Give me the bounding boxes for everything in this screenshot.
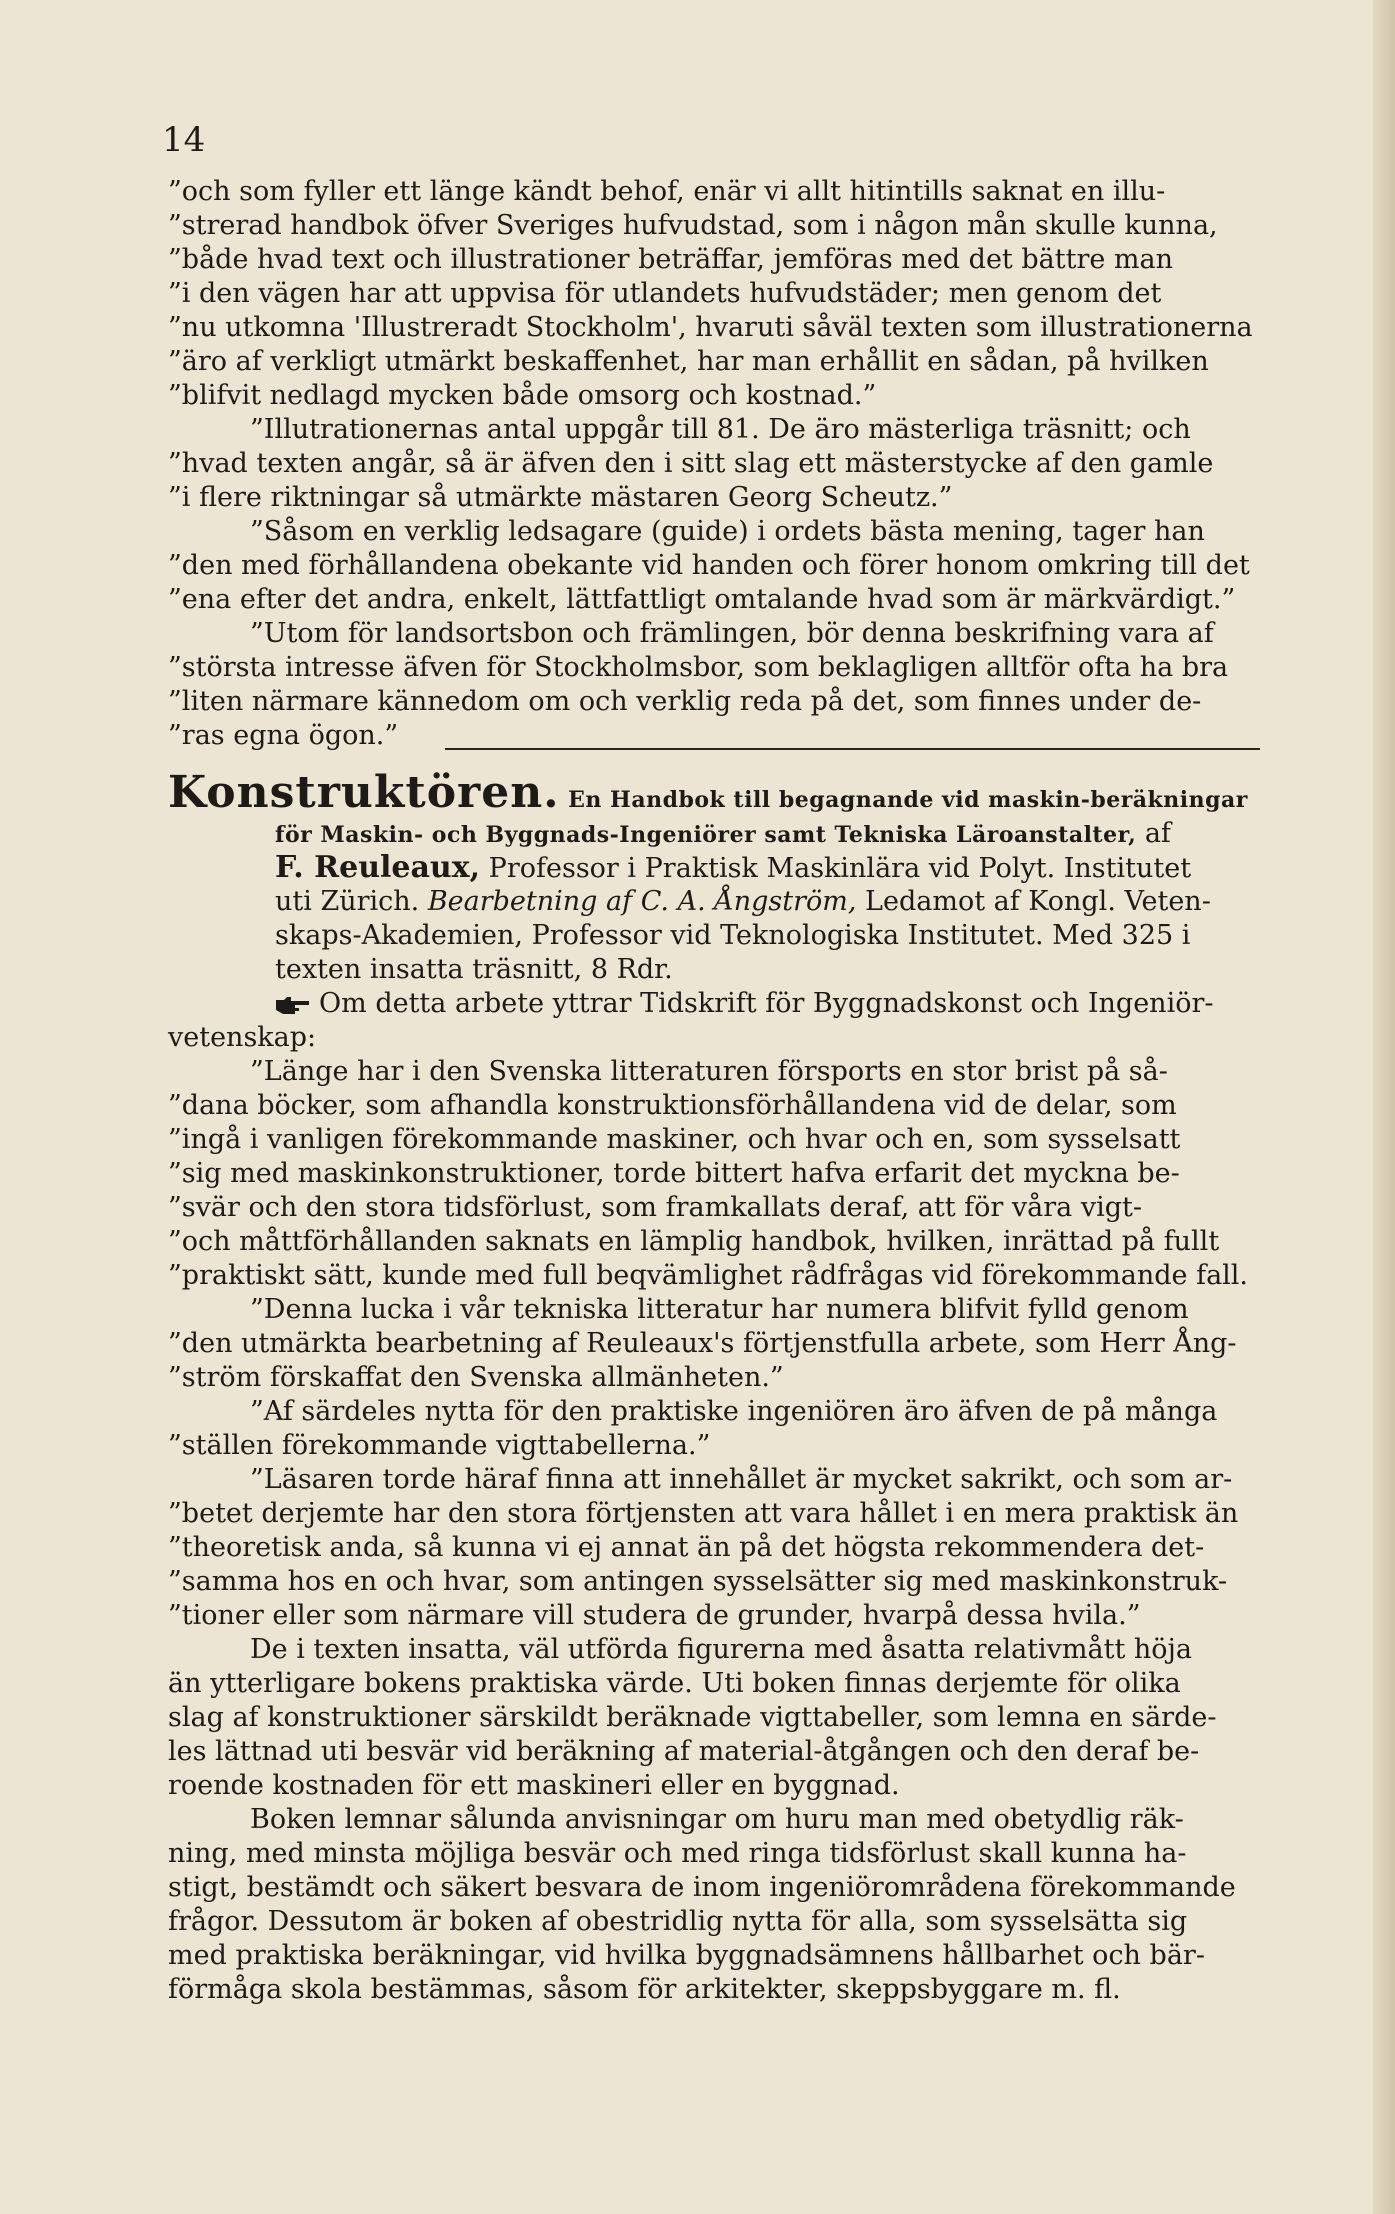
quote-line: ”i den vägen har att uppvisa för utlandets hufvudstäder; men genom det <box>168 278 1162 309</box>
ad-line: F. Reuleaux, Professor i Praktisk Maskinlära vid Polyt. Institutet <box>275 850 1192 885</box>
review-line: ”betet derjemte har den stora förtjensten att vara hållet i en mera praktisk än <box>168 1498 1239 1529</box>
quote-line: ”ras egna ögon.” <box>168 720 399 751</box>
body-line: les lättnad uti besvär vid beräkning af material-åtgången och den deraf be- <box>168 1736 1200 1767</box>
body-line: roende kostnaden för ett maskineri eller en byggnad. <box>168 1770 900 1801</box>
review-line: ”samma hos en och hvar, som antingen sysselsätter sig med maskinkonstruk- <box>168 1566 1228 1597</box>
review-line: ”Läsaren torde häraf finna att innehållet är mycket sakrikt, och som ar- <box>250 1464 1233 1495</box>
review-intro: vetenskap: <box>168 1022 317 1053</box>
body-line: stigt, bestämdt och säkert besvara de inom ingeniörområdena förekommande <box>168 1872 1236 1903</box>
review-line: ”Denna lucka i vår tekniska litteratur har numera blifvit fylld genom <box>250 1294 1189 1325</box>
ad-subtitle: En Handbok till begagnande vid maskin-beräkningar <box>568 787 1248 813</box>
quote-line: ”Såsom en verklig ledsagare (guide) i ordets bästa mening, tager han <box>250 516 1205 547</box>
review-line: ”ställen förekommande vigttabellerna.” <box>168 1430 711 1461</box>
ad-price-line: texten insatta träsnitt, 8 Rdr. <box>275 954 673 985</box>
ad-title: Konstruktören. <box>168 767 560 818</box>
body-line: ning, med minsta möjliga besvär och med ringa tidsförlust skall kunna ha- <box>168 1838 1187 1869</box>
ad-audience: för Maskin- och Byggnads-Ingeniörer samt Tekniska Läroanstalter, <box>275 822 1137 848</box>
review-line: ”praktiskt sätt, kunde med full beqvämlighet rådfrågas vid förekommande fall. <box>168 1260 1249 1291</box>
review-line: ”tioner eller som närmare vill studera de grunder, hvarpå dessa hvila.” <box>168 1600 1141 1631</box>
pointing-hand-icon <box>275 995 311 1015</box>
quote-line: ”äro af verkligt utmärkt beskaffenhet, har man erhållit en sådan, på hvilken <box>168 346 1209 377</box>
review-line: ”svär och den stora tidsförlust, som framkallats deraf, att för våra vigt- <box>168 1192 1142 1223</box>
ad-line: för Maskin- och Byggnads-Ingeniörer samt Tekniska Läroanstalter, af <box>275 818 1171 849</box>
quote-line: ”och som fyller ett länge kändt behof, enär vi allt hitintills saknat en illu- <box>168 176 1166 207</box>
review-line: ”ström förskaffat den Svenska allmänheten.” <box>168 1362 784 1393</box>
quote-line: ”blifvit nedlagd mycken både omsorg och kostnad.” <box>168 380 877 411</box>
review-line: ”sig med maskinkonstruktioner, torde bittert hafva erfarit det myckna be- <box>168 1158 1180 1189</box>
ad-line: uti Zürich. Bearbetning af C. A. Ångström, Ledamot af Kongl. Veten- <box>275 886 1211 917</box>
body-line: förmåga skola bestämmas, såsom för arkitekter, skeppsbyggare m. fl. <box>168 1974 1121 2005</box>
quote-line: ”nu utkomna 'Illustreradt Stockholm', hvaruti såväl texten som illustrationerna <box>168 312 1253 343</box>
body-line: slag af konstruktioner särskildt beräknade vigttabeller, som lemna en särde- <box>168 1702 1217 1733</box>
quote-line: ”Utom för landsortsbon och främlingen, bör denna beskrifning vara af <box>250 618 1214 649</box>
section-divider <box>445 748 1260 750</box>
author-initial: F. <box>275 850 315 885</box>
review-line: ”Af särdeles nytta för den praktiske ingeniören äro äfven de på många <box>250 1396 1218 1427</box>
page-edge <box>1373 0 1395 2214</box>
body-line: med praktiska beräkningar, vid hvilka byggnadsämnens hållbarhet och bär- <box>168 1940 1205 1971</box>
review-line: ”den utmärkta bearbetning af Reuleaux's förtjenstfulla arbete, som Herr Ång- <box>168 1328 1237 1359</box>
quote-line: ”både hvad text och illustrationer beträffar, jemföras med det bättre man <box>168 244 1173 275</box>
quote-line: ”största intresse äfven för Stockholmsbor, som beklagligen alltför ofta ha bra <box>168 652 1229 683</box>
quote-line: ”Illutrationernas antal uppgår till 81. De äro mästerliga träsnitt; och <box>250 414 1191 445</box>
review-line: ”Länge har i den Svenska litteraturen försports en stor brist på så- <box>250 1056 1168 1087</box>
quote-line: ”ena efter det andra, enkelt, lättfattligt omtalande hvad som är märkvärdigt.” <box>168 584 1236 615</box>
ad-line: skaps-Akademien, Professor vid Teknologiska Institutet. Med 325 i <box>275 920 1191 951</box>
review-line: ”ingå i vanligen förekommande maskiner, och hvar och en, som sysselsatt <box>168 1124 1181 1155</box>
page-number: 14 <box>162 120 206 160</box>
ad-heading-line <box>168 768 1268 825</box>
quote-line: ”liten närmare kännedom om och verklig reda på det, som finnes under de- <box>168 686 1202 717</box>
review-line: ”theoretisk anda, så kunna vi ej annat än på det högsta rekommendera det- <box>168 1532 1205 1563</box>
quote-line: ”i flere riktningar så utmärkte mästaren Georg Scheutz.” <box>168 482 953 513</box>
body-line: Boken lemnar sålunda anvisningar om huru man med obetydlig räk- <box>250 1804 1184 1835</box>
body-line: frågor. Dessutom är boken af obestridlig nytta för alla, som sysselsätta sig <box>168 1906 1188 1937</box>
quote-line: ”hvad texten angår, så är äfven den i sitt slag ett mästerstycke af den gamle <box>168 448 1214 479</box>
body-line: De i texten insatta, väl utförda figurerna med åsatta relativmått höja <box>250 1634 1193 1665</box>
quote-line: ”den med förhållandena obekante vid handen och förer honom omkring till det <box>168 550 1250 581</box>
author-name: Reuleaux, <box>314 850 481 885</box>
translator: Bearbetning af C. A. Ångström, <box>427 886 857 917</box>
review-intro: Om detta arbete yttrar Tidskrift för Byggnadskonst och Ingeniör- <box>275 988 1270 1020</box>
review-line: ”och måttförhållanden saknats en lämplig handbok, hvilken, inrättad på fullt <box>168 1226 1220 1257</box>
quote-line: ”strerad handbok öfver Sveriges hufvudstad, som i någon mån skulle kunna, <box>168 210 1218 241</box>
body-line: än ytterligare bokens praktiska värde. Uti boken finnas derjemte för olika <box>168 1668 1181 1699</box>
review-line: ”dana böcker, som afhandla konstruktionsförhållandena vid de delar, som <box>168 1090 1177 1121</box>
